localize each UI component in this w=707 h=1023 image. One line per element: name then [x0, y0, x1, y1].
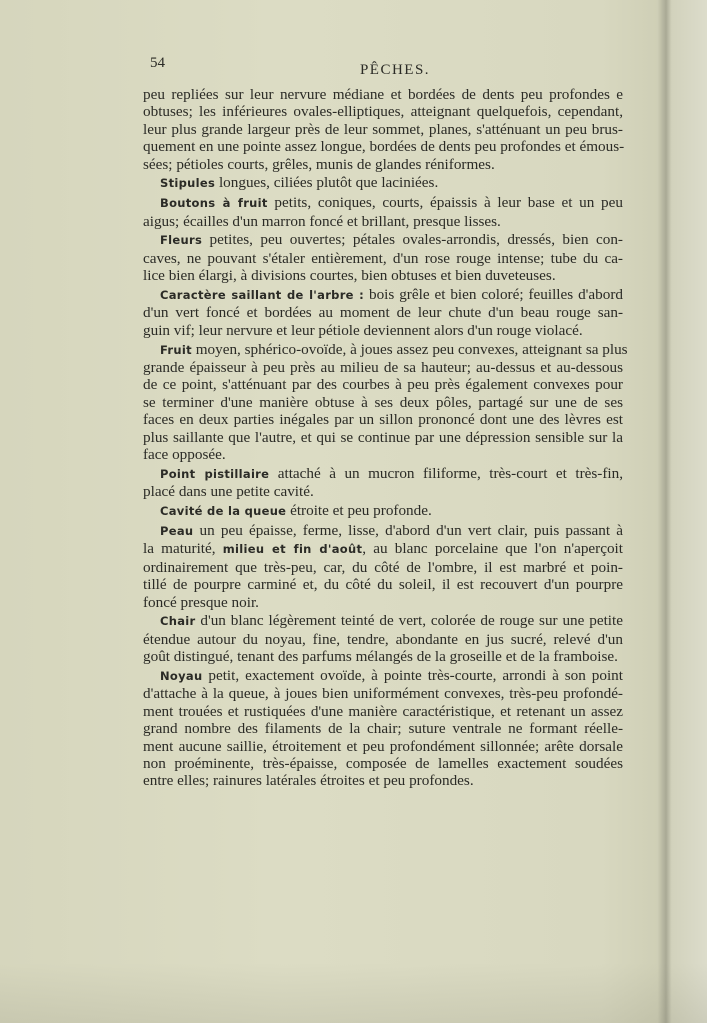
line-text: obtuses; les inférieures ovales-elliptiques, atteignant quelquefois, cependant, — [143, 103, 623, 121]
line-text: petit, exactement ovoïde, à pointe très-courte, arrondi à son point — [202, 666, 623, 684]
line-text: tillé de pourpre carminé et, du côté du soleil, il est recouvert d'un pourpre — [143, 576, 623, 594]
text-line — [143, 138, 623, 155]
line-text: se terminer d'une manière obtuse à ses deux pôles, partagé sur une de ses — [143, 393, 623, 411]
line-text: goût distingué, tenant des parfums mélangés de la groseille et de la framboise. — [143, 648, 618, 666]
bold-heading: Peau — [160, 523, 194, 538]
text-line — [143, 594, 623, 611]
body-text — [143, 86, 628, 791]
text-line — [143, 103, 623, 120]
text-line — [143, 648, 623, 665]
line-text: faces en deux parties inégales par un sillon prononcé dont une des lèvres est — [143, 411, 623, 429]
text-line — [143, 411, 623, 428]
text-line — [143, 559, 623, 576]
bold-heading: Fleurs — [160, 233, 203, 248]
line-text: ment trouées et rustiquées d'une manière caractéristique, et retenant un assez — [143, 702, 623, 720]
text-line — [143, 540, 623, 558]
text-line — [143, 667, 623, 685]
bold-heading: Cavité de la queue — [160, 504, 287, 519]
text-line — [143, 213, 623, 230]
line-text: plus saillante que l'autre, et qui se continue par une dépression sensible sur la — [143, 428, 623, 446]
line-text: , au blanc porcelaine que l'on n'aperçoit — [362, 540, 623, 558]
paragraph — [143, 340, 628, 464]
line-text: grand nombre des filaments de la chair; suture ventrale ne formant réelle- — [143, 720, 623, 738]
line-text: moyen, sphérico-ovoïde, à joues assez peu convexes, atteignant sa plus — [191, 340, 628, 358]
bold-heading: Boutons à fruit — [160, 196, 268, 211]
paragraph — [143, 522, 623, 611]
text-line — [143, 286, 623, 304]
line-text: de ce point, s'atténuant par des courbes à peu près également convexes pour — [143, 376, 623, 394]
line-text: entre elles; rainures latérales étroites et peu profondes. — [143, 772, 474, 790]
text-line — [143, 394, 623, 411]
line-text: longues, ciliées plutôt que laciniées. — [215, 174, 439, 192]
line-text: d'un blanc légèrement teinté de vert, colorée de rouge sur une petite — [195, 612, 623, 630]
text-line — [143, 720, 623, 737]
text-line — [143, 340, 628, 359]
text-line — [143, 446, 623, 463]
line-text: la maturité, — [143, 540, 223, 558]
text-line — [143, 194, 623, 212]
text-line — [143, 631, 623, 648]
bold-heading: Point pistillaire — [160, 466, 270, 481]
paragraph — [143, 465, 623, 501]
paragraph — [143, 231, 623, 284]
paragraph — [143, 194, 623, 230]
text-line — [143, 267, 623, 284]
text-line — [143, 703, 623, 720]
line-text: bois grêle et bien coloré; feuilles d'abord — [364, 286, 623, 304]
line-text: aigus; écailles d'un marron foncé et brillant, presque lisses. — [143, 212, 501, 230]
bold-heading: Noyau — [160, 668, 203, 683]
paragraph — [143, 667, 623, 790]
line-text: un peu épaisse, ferme, lisse, d'abord d'un vert clair, puis passant à — [193, 521, 623, 539]
text-line — [143, 304, 623, 321]
bold-heading: Caractère saillant de l'arbre : — [160, 288, 365, 303]
bold-heading: Chair — [160, 614, 196, 629]
line-text: caves, ne pouvant s'étaler entièrement, d'un rose rouge intense; tube du ca- — [143, 249, 623, 267]
paragraph — [143, 86, 623, 173]
text-line — [143, 612, 623, 630]
line-text: guin vif; leur nervure et leur pétiole deviennent alors d'un rouge violacé. — [143, 321, 583, 339]
text-line — [143, 685, 623, 702]
line-text: petites, peu ouvertes; pétales ovales-arrondis, dressés, bien con- — [202, 231, 623, 249]
line-text: étroite et peu profonde. — [286, 502, 432, 520]
paragraph — [143, 612, 623, 665]
text-line — [143, 174, 623, 192]
text-line — [143, 156, 623, 173]
line-text: placé dans une petite cavité. — [143, 483, 314, 501]
paragraph — [143, 174, 623, 192]
text-line — [143, 86, 623, 103]
line-text: ordinairement que très-peu, car, du côté de l'ombre, il est marbré et poin- — [143, 558, 623, 576]
line-text: non proéminente, très-épaisse, composée de lamelles exactement soudées — [143, 754, 623, 772]
text-line — [143, 502, 623, 520]
bold-heading: Stipules — [160, 176, 216, 191]
text-line — [143, 322, 623, 339]
running-title: PÊCHES. — [359, 62, 431, 78]
line-text: peu repliées sur leur nervure médiane et bordées de dents peu profondes e — [143, 86, 623, 103]
line-text: sées; pétioles courts, grêles, munis de glandes réniformes. — [143, 155, 495, 173]
line-text: ment aucune saillie, étroitement et peu profondément sillonnée; arête dorsale — [143, 737, 623, 755]
line-text: d'attache à la queue, à joues bien uniformément convexes, très-peu profondé- — [143, 685, 623, 703]
line-text: quement en une pointe assez longue, bordées de dents peu profondes et émous- — [143, 138, 625, 156]
text-line — [143, 359, 623, 376]
text-line — [143, 121, 623, 138]
text-line — [143, 376, 623, 393]
page-number: 54 — [150, 55, 165, 71]
bold-heading: Fruit — [160, 342, 192, 357]
line-text: foncé presque noir. — [143, 593, 259, 611]
text-line — [143, 738, 623, 755]
text-line — [143, 576, 623, 593]
line-text: grande épaisseur à peu près au milieu de sa hauteur; au-dessus et au-dessous — [143, 359, 623, 377]
line-text: leur plus grande largeur près de leur sommet, planes, s'atténuant un peu brus- — [143, 120, 623, 138]
line-text: face opposée. — [143, 446, 226, 464]
text-line — [143, 465, 623, 483]
paragraph — [143, 286, 623, 339]
text-line — [143, 522, 623, 540]
text-line — [143, 772, 623, 789]
line-text: attaché à un mucron filiforme, très-court et très-fin, — [269, 464, 623, 482]
line-text: lice bien élargi, à divisions courtes, bien obtuses et bien duveteuses. — [143, 267, 556, 285]
bold-heading: milieu et fin d'août — [222, 542, 363, 557]
line-text: étendue autour du noyau, fine, tendre, abondante en jus sucré, relevé d'un — [143, 630, 623, 648]
text-line — [143, 429, 623, 446]
line-text: petits, coniques, courts, épaissis à leur base et un peu — [267, 194, 623, 212]
paragraph — [143, 502, 623, 520]
text-line — [143, 231, 623, 249]
page-shadow — [0, 963, 707, 1023]
line-text: d'un vert foncé et bordées au moment de leur chute d'un beau rouge san- — [143, 304, 623, 322]
text-line — [143, 250, 623, 267]
text-line — [143, 755, 623, 772]
text-line — [143, 483, 623, 500]
